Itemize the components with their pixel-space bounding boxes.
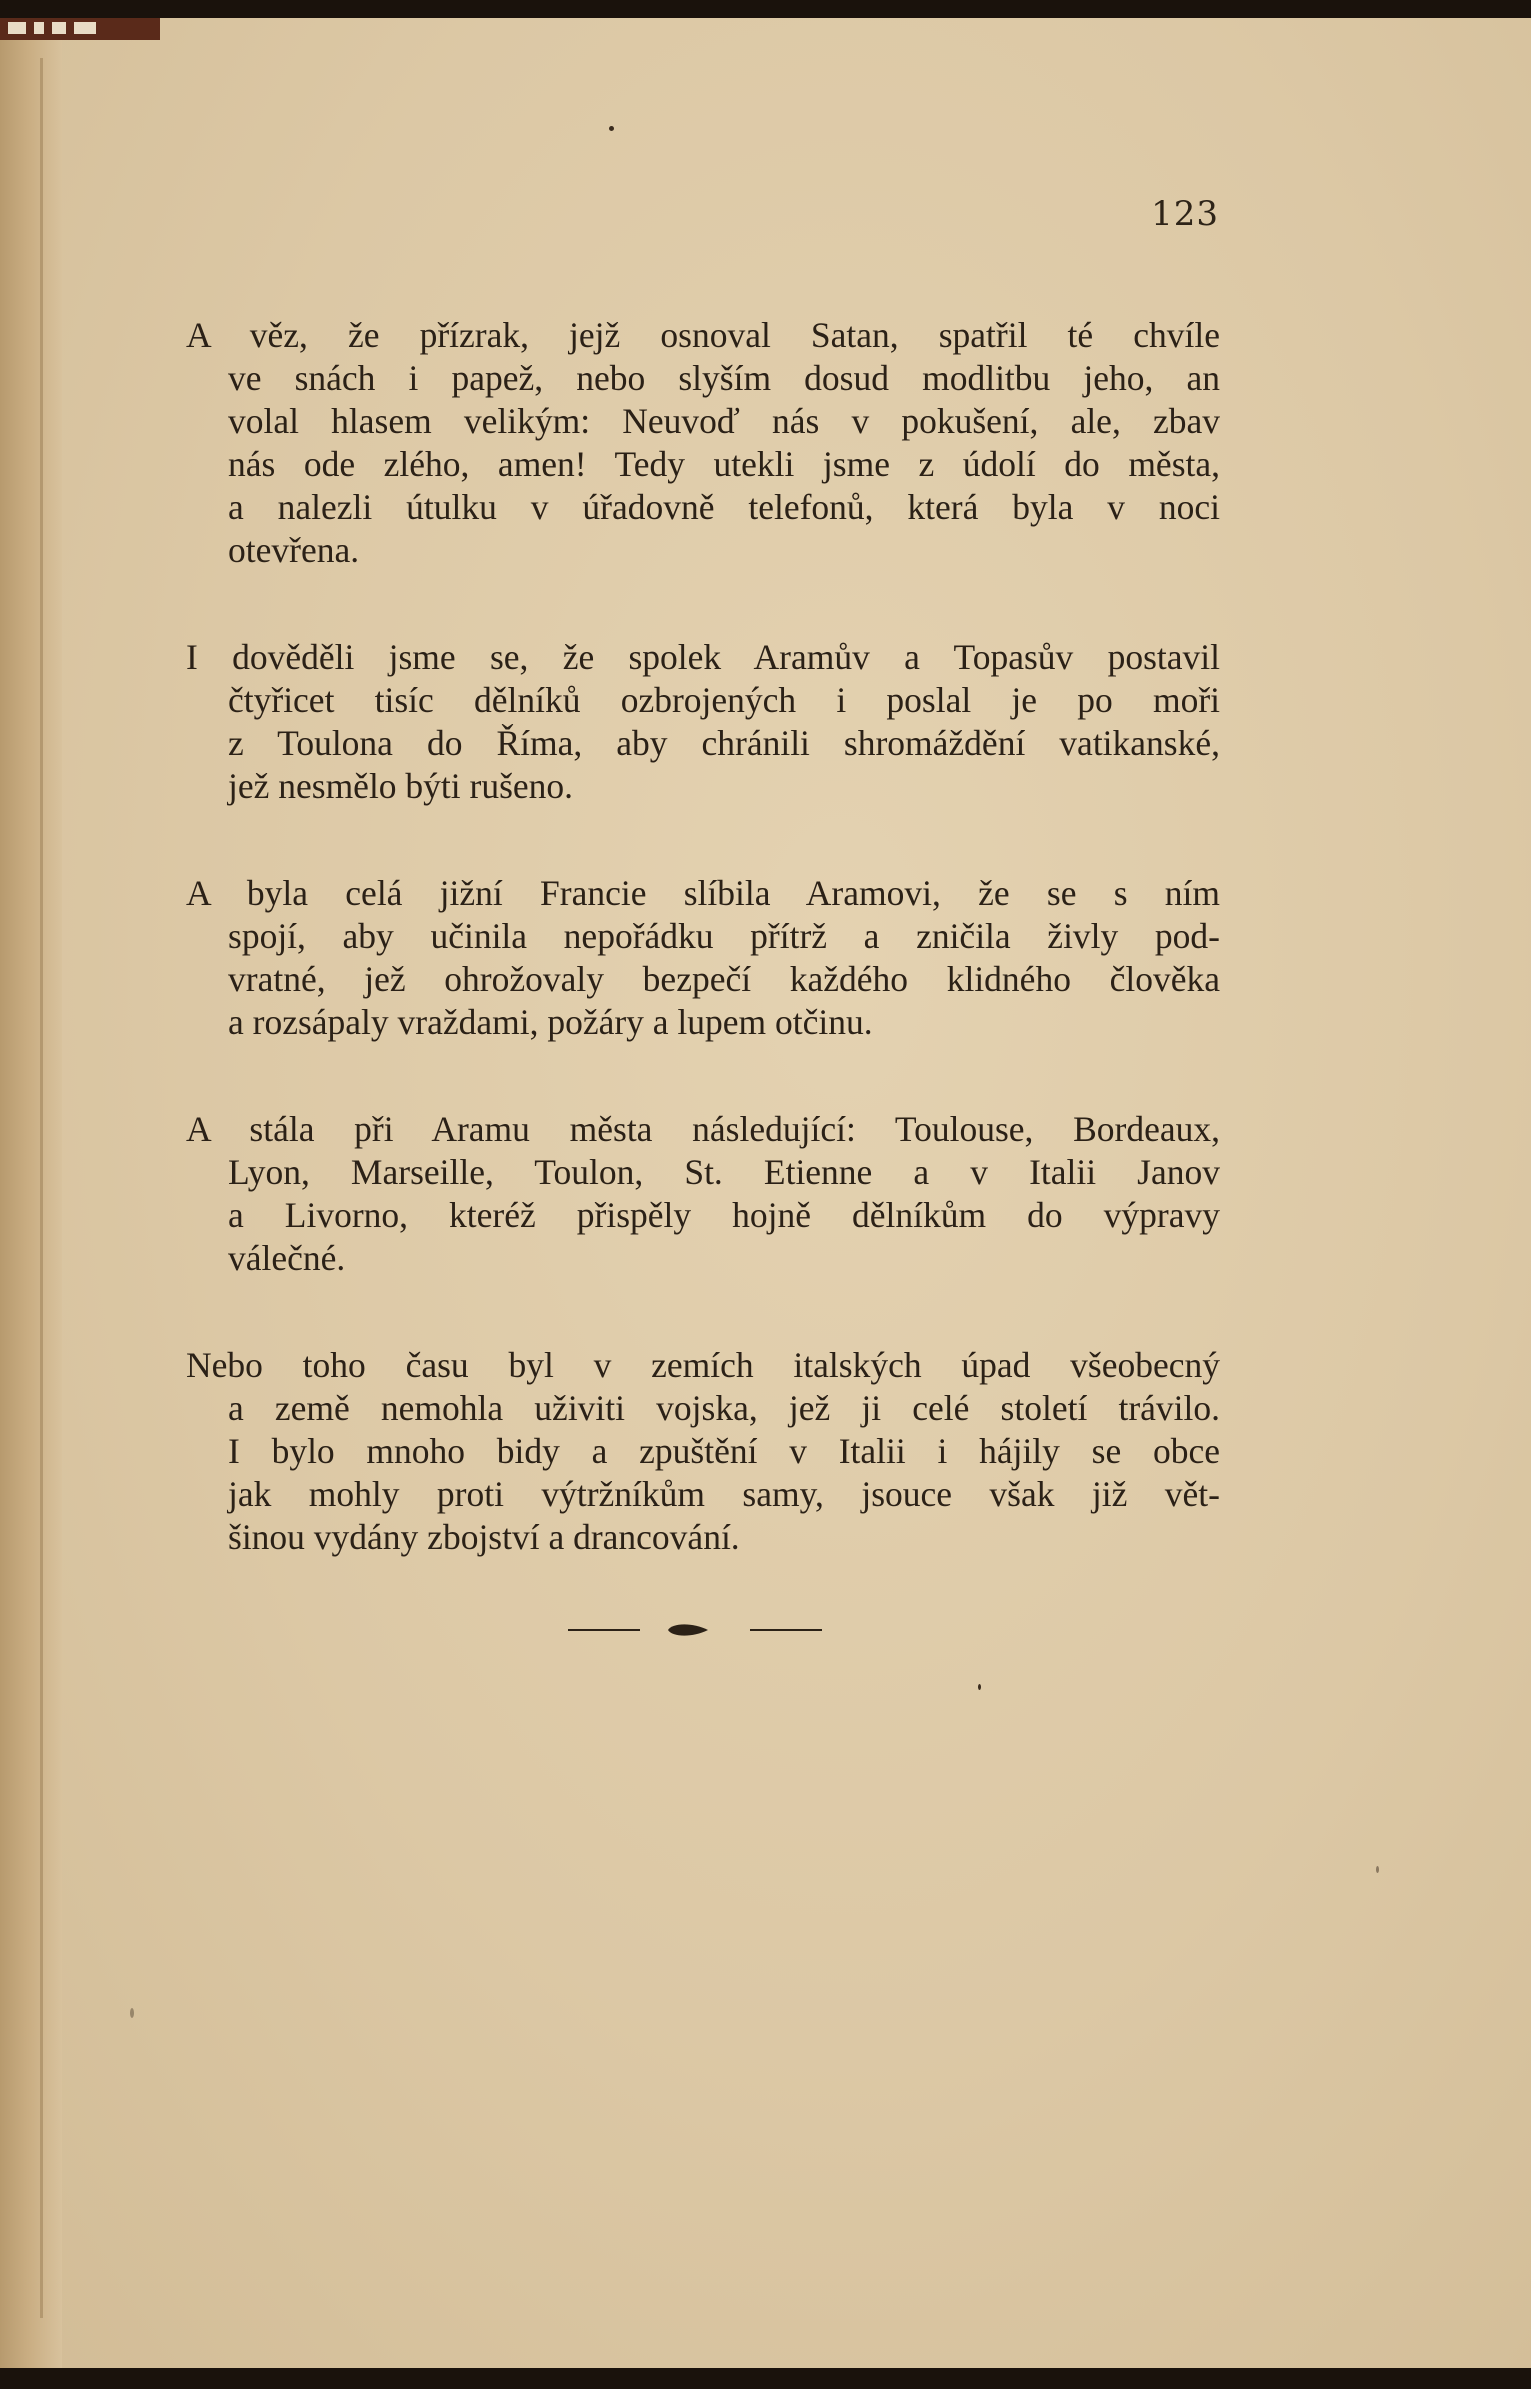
book-page — [0, 18, 1531, 2368]
text-line: a Livorno, kteréž přispěly hojně dělníkům do výpravy — [228, 1195, 1220, 1235]
text-line: I bylo mnoho bidy a zpuštění v Italii i hájily se obce — [228, 1431, 1220, 1471]
paragraph-5 — [186, 1344, 1220, 1559]
text-line: šinou vydány zbojství a drancování. — [228, 1517, 740, 1557]
paragraph-2 — [186, 636, 1220, 808]
text-line: válečné. — [228, 1238, 346, 1278]
paper-speck — [1376, 1866, 1379, 1873]
text-line: A věz, že přízrak, jejž osnoval Satan, spatřil té chvíle — [186, 315, 1220, 355]
text-line: čtyřicet tisíc dělníků ozbrojených i poslal je po moři — [228, 680, 1220, 720]
text-line: A byla celá jižní Francie slíbila Aramovi, že se s ním — [186, 873, 1220, 913]
text-line: vratné, jež ohrožovaly bezpečí každého klidného člověka — [228, 959, 1220, 999]
paragraph-3 — [186, 872, 1220, 1044]
paragraph-1 — [186, 314, 1220, 572]
page-gutter — [0, 18, 62, 2368]
text-line: I dověděli jsme se, že spolek Aramův a Topasův postavil — [186, 637, 1220, 677]
body-text — [186, 314, 1220, 1623]
text-line: z Toulona do Říma, aby chránili shromáždění vatikanské, — [228, 723, 1220, 763]
binding-line — [40, 58, 43, 2318]
text-line: Lyon, Marseille, Toulon, St. Etienne a v Italii Janov — [228, 1152, 1220, 1192]
text-line: spojí, aby učinila nepořádku přítrž a zničila živly pod- — [228, 916, 1220, 956]
text-line: jež nesmělo býti rušeno. — [228, 766, 574, 806]
text-line: Nebo toho času byl v zemích italských úpad všeobecný — [186, 1345, 1220, 1385]
text-line: otevřena. — [228, 530, 360, 570]
paper-speck — [130, 2008, 134, 2018]
paragraph-4 — [186, 1108, 1220, 1280]
text-line: jak mohly proti výtržníkům samy, jsouce však již vět- — [228, 1474, 1220, 1514]
text-line: ve snách i papež, nebo slyším dosud modlitbu jeho, an — [228, 358, 1220, 398]
text-line: volal hlasem velikým: Neuvoď nás v pokušení, ale, zbav — [228, 401, 1220, 441]
paper-speck — [978, 1684, 981, 1690]
text-line: A stála při Aramu města následující: Toulouse, Bordeaux, — [186, 1109, 1220, 1149]
page-number: 123 — [1151, 194, 1219, 234]
text-line: nás ode zlého, amen! Tedy utekli jsme z údolí do města, — [228, 444, 1220, 484]
text-line: a nalezli útulku v úřadovně telefonů, která byla v noci — [228, 487, 1220, 527]
binding-strip — [0, 18, 160, 40]
paper-speck — [609, 126, 614, 131]
section-divider-ornament — [568, 1620, 822, 1640]
text-line: a rozsápaly vraždami, požáry a lupem otčinu. — [228, 1002, 873, 1042]
text-line: a země nemohla uživiti vojska, jež ji celé století trávilo. — [228, 1388, 1220, 1428]
